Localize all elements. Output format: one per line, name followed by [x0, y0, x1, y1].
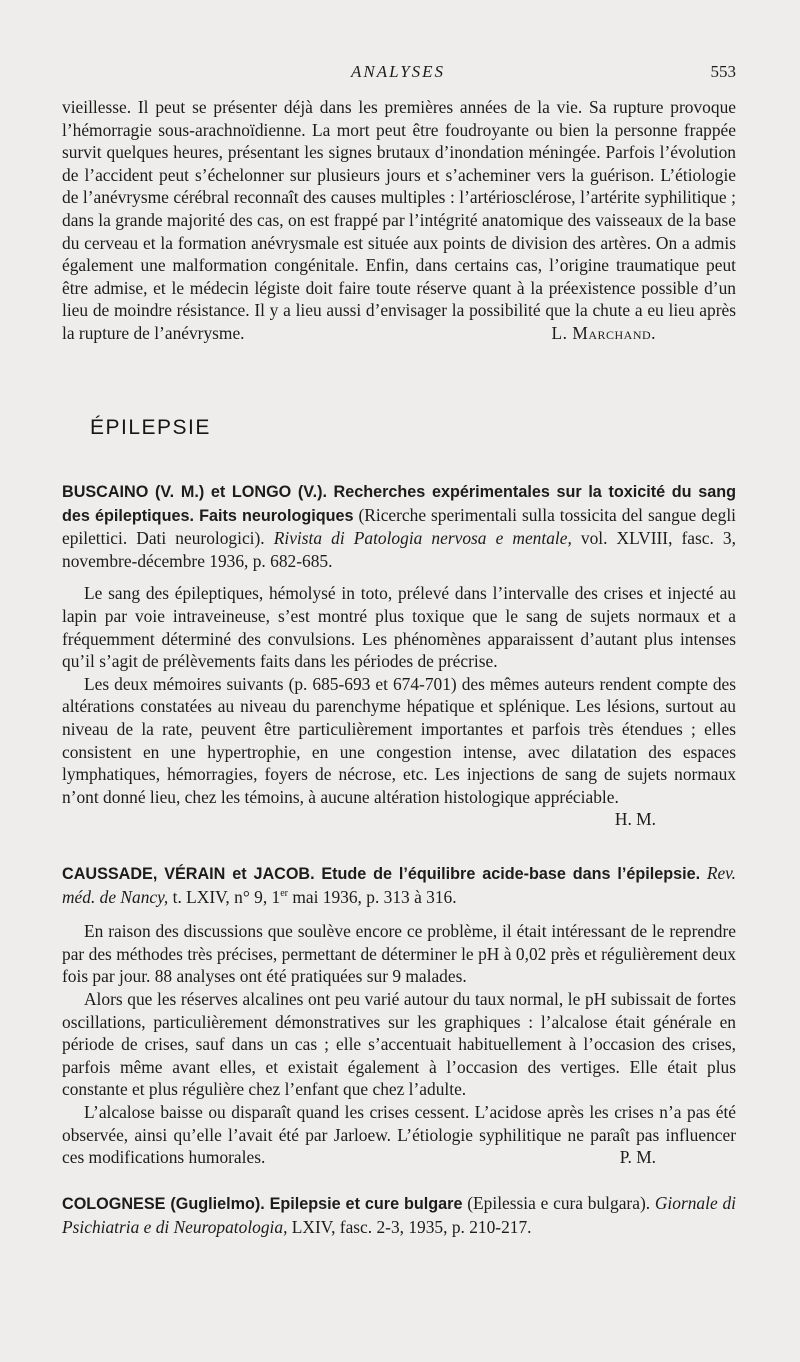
- article-title: Recherches expérimentales sur la toxicité du sang des épileptiques. Faits neurologiques: [62, 483, 736, 525]
- article-original-title: (Epilessia e cura bulgara).: [467, 1193, 651, 1213]
- article-details: LXIV, fasc. 2-3, 1935, p. 210-217.: [291, 1216, 532, 1237]
- article-buscaino: [62, 480, 736, 831]
- intro-paragraph-block: [62, 96, 736, 345]
- article-journal: Giornale di Psichiatria e di Neuropatologia,: [62, 1193, 736, 1237]
- article-journal: Rev. méd. de Nancy,: [62, 863, 736, 907]
- intro-paragraph: [62, 96, 736, 345]
- article-authors: COLOGNESE (Guglielmo).: [62, 1195, 265, 1213]
- article-colognese: [62, 1192, 736, 1238]
- article-paragraph: En raison des discussions que soulève encore ce problème, il était intéressant de le reprendre par des méthodes très précises, permettant de déterminer le pH à 0,02 près et régulièrement deux fois par jour. 88 analyses ont été pratiquées sur 9 malades.: [62, 921, 736, 987]
- article-paragraph-text: Les deux mémoires suivants (p. 685-693 et 674-701) des mêmes auteurs rendent compte des altérations constatées au niveau du parenchyme hépatique et splénique. Les lésions, surtout au niveau de la rate, peuvent être particulièrement importantes et parfois très étendues ; elles consistent en une hypertrophie, en une congestion intense, avec dilatation des espaces lymphatiques, hémorragies, foyers de nécrose, etc. Les injections de sang de sujets normaux n’ont donné lieu, chez les témoins, à aucune altération histologique appréciable.: [62, 673, 736, 807]
- article-details: vol. XLVIII, fasc. 3, novembre-décembre 1936, p. 682-685.: [62, 528, 736, 571]
- article-paragraph: Alors que les réserves alcalines ont peu varié autour du taux normal, le pH subissait de fortes oscillations, particulièrement démonstratives sur les graphiques : l’alcalose était générale en période de crises, sauf dans un cas ; elle s’accentuait habituellement à l’occasion des crises, parfois même avant elles, et existait également à l’occasion des vertiges. Elle était plus constante et plus régulière chez l’enfant que chez l’adulte.: [62, 988, 736, 1100]
- article-title: Etude de l’équilibre acide-base dans l’épilepsie.: [321, 865, 701, 883]
- article-original-title: (Ricerche sperimentali sulla tossicita del sangue degli epilettici. Dati neurologici).: [62, 504, 736, 549]
- article-caussade: [62, 862, 736, 1169]
- page-number: 553: [710, 62, 736, 81]
- article-paragraph: Le sang des épileptiques, hémolysé in toto, prélevé dans l’intervalle des crises et injecté au lapin par voie intraveineuse, s’est montré plus toxique que le sang de sujets normaux et a fréquemment déterminé des convulsions. Les phénomènes apparaissent d’autant plus intenses qu’il s’agit de prélèvements faits dans les périodes de précrise.: [62, 583, 736, 672]
- article-details-superscript: er: [280, 887, 288, 899]
- article-reference: [62, 480, 736, 572]
- article-reference: [62, 1192, 736, 1238]
- article-authors: BUSCAINO (V. M.) et LONGO (V.).: [62, 483, 327, 501]
- article-details-end: mai 1936, p. 313 à 316.: [288, 886, 457, 907]
- article-signature: H. M.: [614, 809, 656, 830]
- article-paragraph: [62, 1101, 736, 1169]
- article-details: t. LXIV, n° 9, 1: [172, 886, 281, 907]
- page-header: [60, 62, 736, 86]
- article-paragraph-text: L’alcalose baisse ou disparaît quand les crises cessent. L’acidose après les crises n’a pas été observée, ainsi qu’elle l’avait été par Jarloew. L’étiologie syphilitique ne paraît pas influencer ces modifications humorales.: [62, 1101, 736, 1168]
- intro-signature: L. Marchand.: [551, 322, 656, 343]
- article-signature: P. M.: [619, 1147, 656, 1168]
- section-title: ÉPILEPSIE: [90, 416, 211, 439]
- article-authors: CAUSSADE, VÉRAIN et JACOB.: [62, 865, 315, 883]
- article-paragraph: [62, 673, 736, 830]
- article-reference: [62, 862, 736, 908]
- article-title: Epilepsie et cure bulgare: [269, 1195, 463, 1213]
- running-head: ANALYSES: [350, 62, 446, 81]
- intro-text: vieillesse. Il peut se présenter déjà dans les premières années de la vie. Sa rupture provoque l’hémorragie sous-arachnoïdienne. La mort peut être foudroyante ou bien la personne frappée survit quelques heures, présentant les signes brutaux d’inondation méningée. Parfois l’évolution de l’accident peut s’échelonner sur plusieurs jours et s’acheminer vers la guérison. L’étiologie de l’anévrysme cérébral reconnaît des causes multiples : l’artériosclérose, l’artérite syphilitique ; dans la grande majorité des cas, on est frappé par l’intégrité anatomique des vaisseaux de la base du cerveau et la formation anévrysmale est située aux points de division des artères. On a admis également une malformation congénitale. Enfin, dans certains cas, l’origine traumatique peut être admise, et le médecin légiste doit faire toute réserve quant à la préexistence possible d’un lieu de moindre résistance. Il y a lieu aussi d’envisager la possibilité que la chute a eu lieu après la rupture de l’anévrysme.: [62, 97, 736, 343]
- article-journal: Rivista di Patologia nervosa e mentale,: [273, 528, 572, 549]
